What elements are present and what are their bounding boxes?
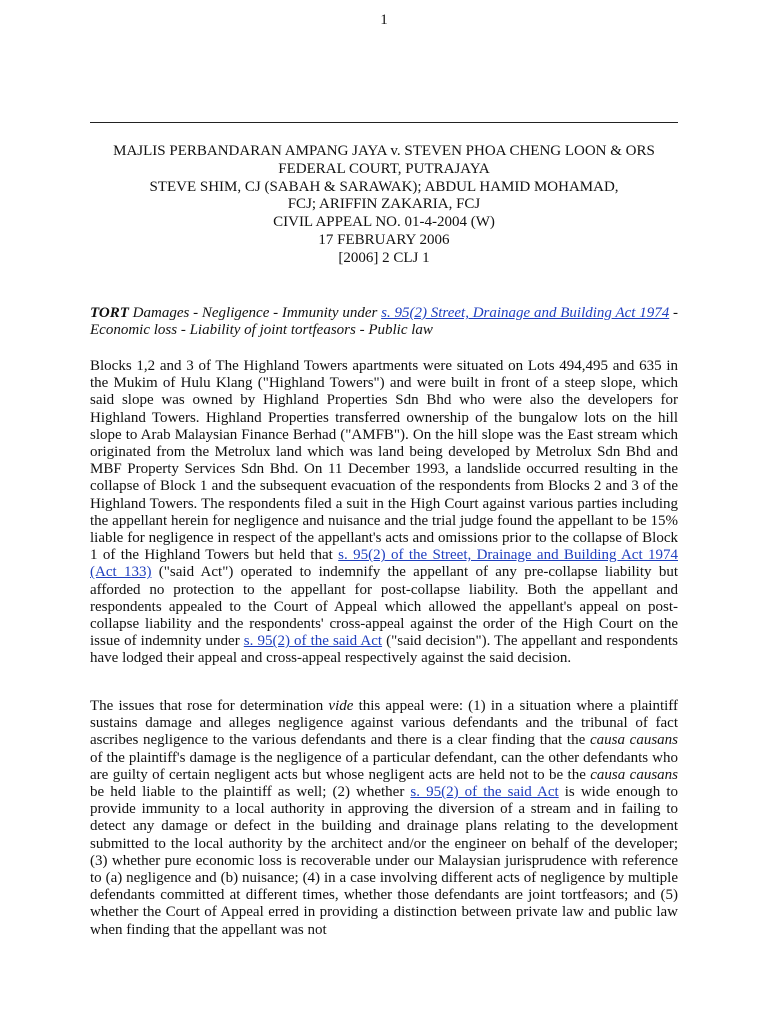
court-name: FEDERAL COURT, PUTRAJAYA bbox=[278, 160, 490, 177]
case-title: MAJLIS PERBANDARAN AMPANG JAYA v. STEVEN PHOA CHENG LOON & ORS bbox=[113, 143, 655, 159]
issues-italic-causa-2: causa causans bbox=[590, 766, 678, 783]
judges-line-2: FCJ; ARIFFIN ZAKARIA, FCJ bbox=[287, 196, 481, 213]
catchwords-label: TORT bbox=[90, 305, 129, 321]
statute-link-said-act-2[interactable]: s. 95(2) of the said Act bbox=[410, 784, 559, 801]
issues-italic-causa-1: causa causans bbox=[589, 732, 679, 749]
facts-text-1: Blocks 1,2 and 3 of The Highland Towers apartments were situated on Lots 494,495 and 635 in the Mukim of Hulu Klang ("Highland Towers") and were built in front of a steep slope, which said slope was owned by Highland Properties Sdn Bhd who were also the developers for Highland Towers. Highland Properties transferred ownership of the bungalow lots on the hill slope to Arab Malaysian Finance Berhad ("AMFB"). On the hill slope was the East stream which originated from the Metrolux land which was land being developed by Metrolux Sdn Bhd and MBF Property Services Sdn Bhd. On 11 December 1993, a landslide occurred resulting in the collapse of Block 1 and the subsequent evacuation of the respondents from Blocks 2 and 3 of the Highland Towers. The respondents filed a suit in the High Court against various parties including the appellant herein for negligence and nuisance and the trial judge found the appellant to be 15% liable for negligence in respect of the appellant's acts and omissions prior to the collapse of Block 1 of the Highland Towers but held that bbox=[90, 358, 678, 564]
issues-paragraph bbox=[90, 698, 678, 939]
facts-paragraph bbox=[90, 358, 678, 668]
facts-text-2: ("said Act") operated to indemnify the appellant of any pre-collapse liability but afforded no protection to the appellant for post-collapse liability. Both the appellant and respondents appealed to the Court of Appeal which allowed the appellant's appeal on post-collapse liability and the respondents' cross-appeal against the order of the High Court on the issue of indemnity under bbox=[90, 564, 678, 650]
decision-date: 17 FEBRUARY 2006 bbox=[318, 231, 450, 248]
issues-text-5: is wide enough to provide immunity to a local authority in approving the diversion of a stream and in failing to detect any damage or defect in the building and drainage plans relating to the development submitted to the local authority by the architect and/or the engineer on behalf of the developer; (3) whether pure economic loss is recoverable under our Malaysian jurisprudence with reference to (a) negligence and (b) nuisance; (4) in a case involving different acts of negligence by multiple defendants committed at different times, whether those defendants are joint tortfeasors; and (5) whether the Court of Appeal erred in providing a distinction between private law and public law when finding that the appellant was not bbox=[90, 784, 678, 938]
catchwords bbox=[90, 305, 678, 339]
issues-italic-vide: vide bbox=[328, 698, 354, 714]
judges-line-1: STEVE SHIM, CJ (SABAH & SARAWAK); ABDUL HAMID MOHAMAD, bbox=[149, 178, 619, 195]
case-header bbox=[90, 143, 678, 268]
issues-text-1: The issues that rose for determination bbox=[90, 698, 329, 714]
statute-link-s95-2[interactable]: s. 95(2) Street, Drainage and Building Act 1974 bbox=[381, 305, 670, 321]
facts-text-3: ("said decision"). The appellant and respondents have lodged their appeal and cross-appeal respectively against the said decision. bbox=[90, 633, 678, 667]
page-number: 1 bbox=[380, 12, 388, 28]
issues-text-4: be held liable to the plaintiff as well; (2) whether bbox=[90, 784, 411, 801]
statute-link-said-act[interactable]: s. 95(2) of the said Act bbox=[243, 633, 383, 650]
issues-text-3: of the plaintiff's damage is the negligence of a particular defendant, can the other defendants who are guilty of certain negligent acts but whose negligent acts are held not to be the bbox=[90, 749, 678, 783]
statute-link-act-133[interactable]: s. 95(2) of the Street, Drainage and Building Act 1974 (Act 133) bbox=[90, 547, 678, 581]
catchwords-text-2: - Economic loss - Liability of joint tortfeasors - Public law bbox=[90, 305, 678, 339]
appeal-number: CIVIL APPEAL NO. 01-4-2004 (W) bbox=[273, 214, 495, 231]
catchwords-text-1: Damages - Negligence - Immunity under bbox=[128, 305, 382, 321]
header-rule bbox=[90, 122, 678, 123]
issues-text-2: this appeal were: (1) in a situation where a plaintiff sustains damage and alleges negligence against various defendants and the tribunal of fact ascribes negligence to the various defendants and there is a clear finding that the bbox=[90, 698, 678, 749]
citation: [2006] 2 CLJ 1 bbox=[338, 249, 430, 266]
